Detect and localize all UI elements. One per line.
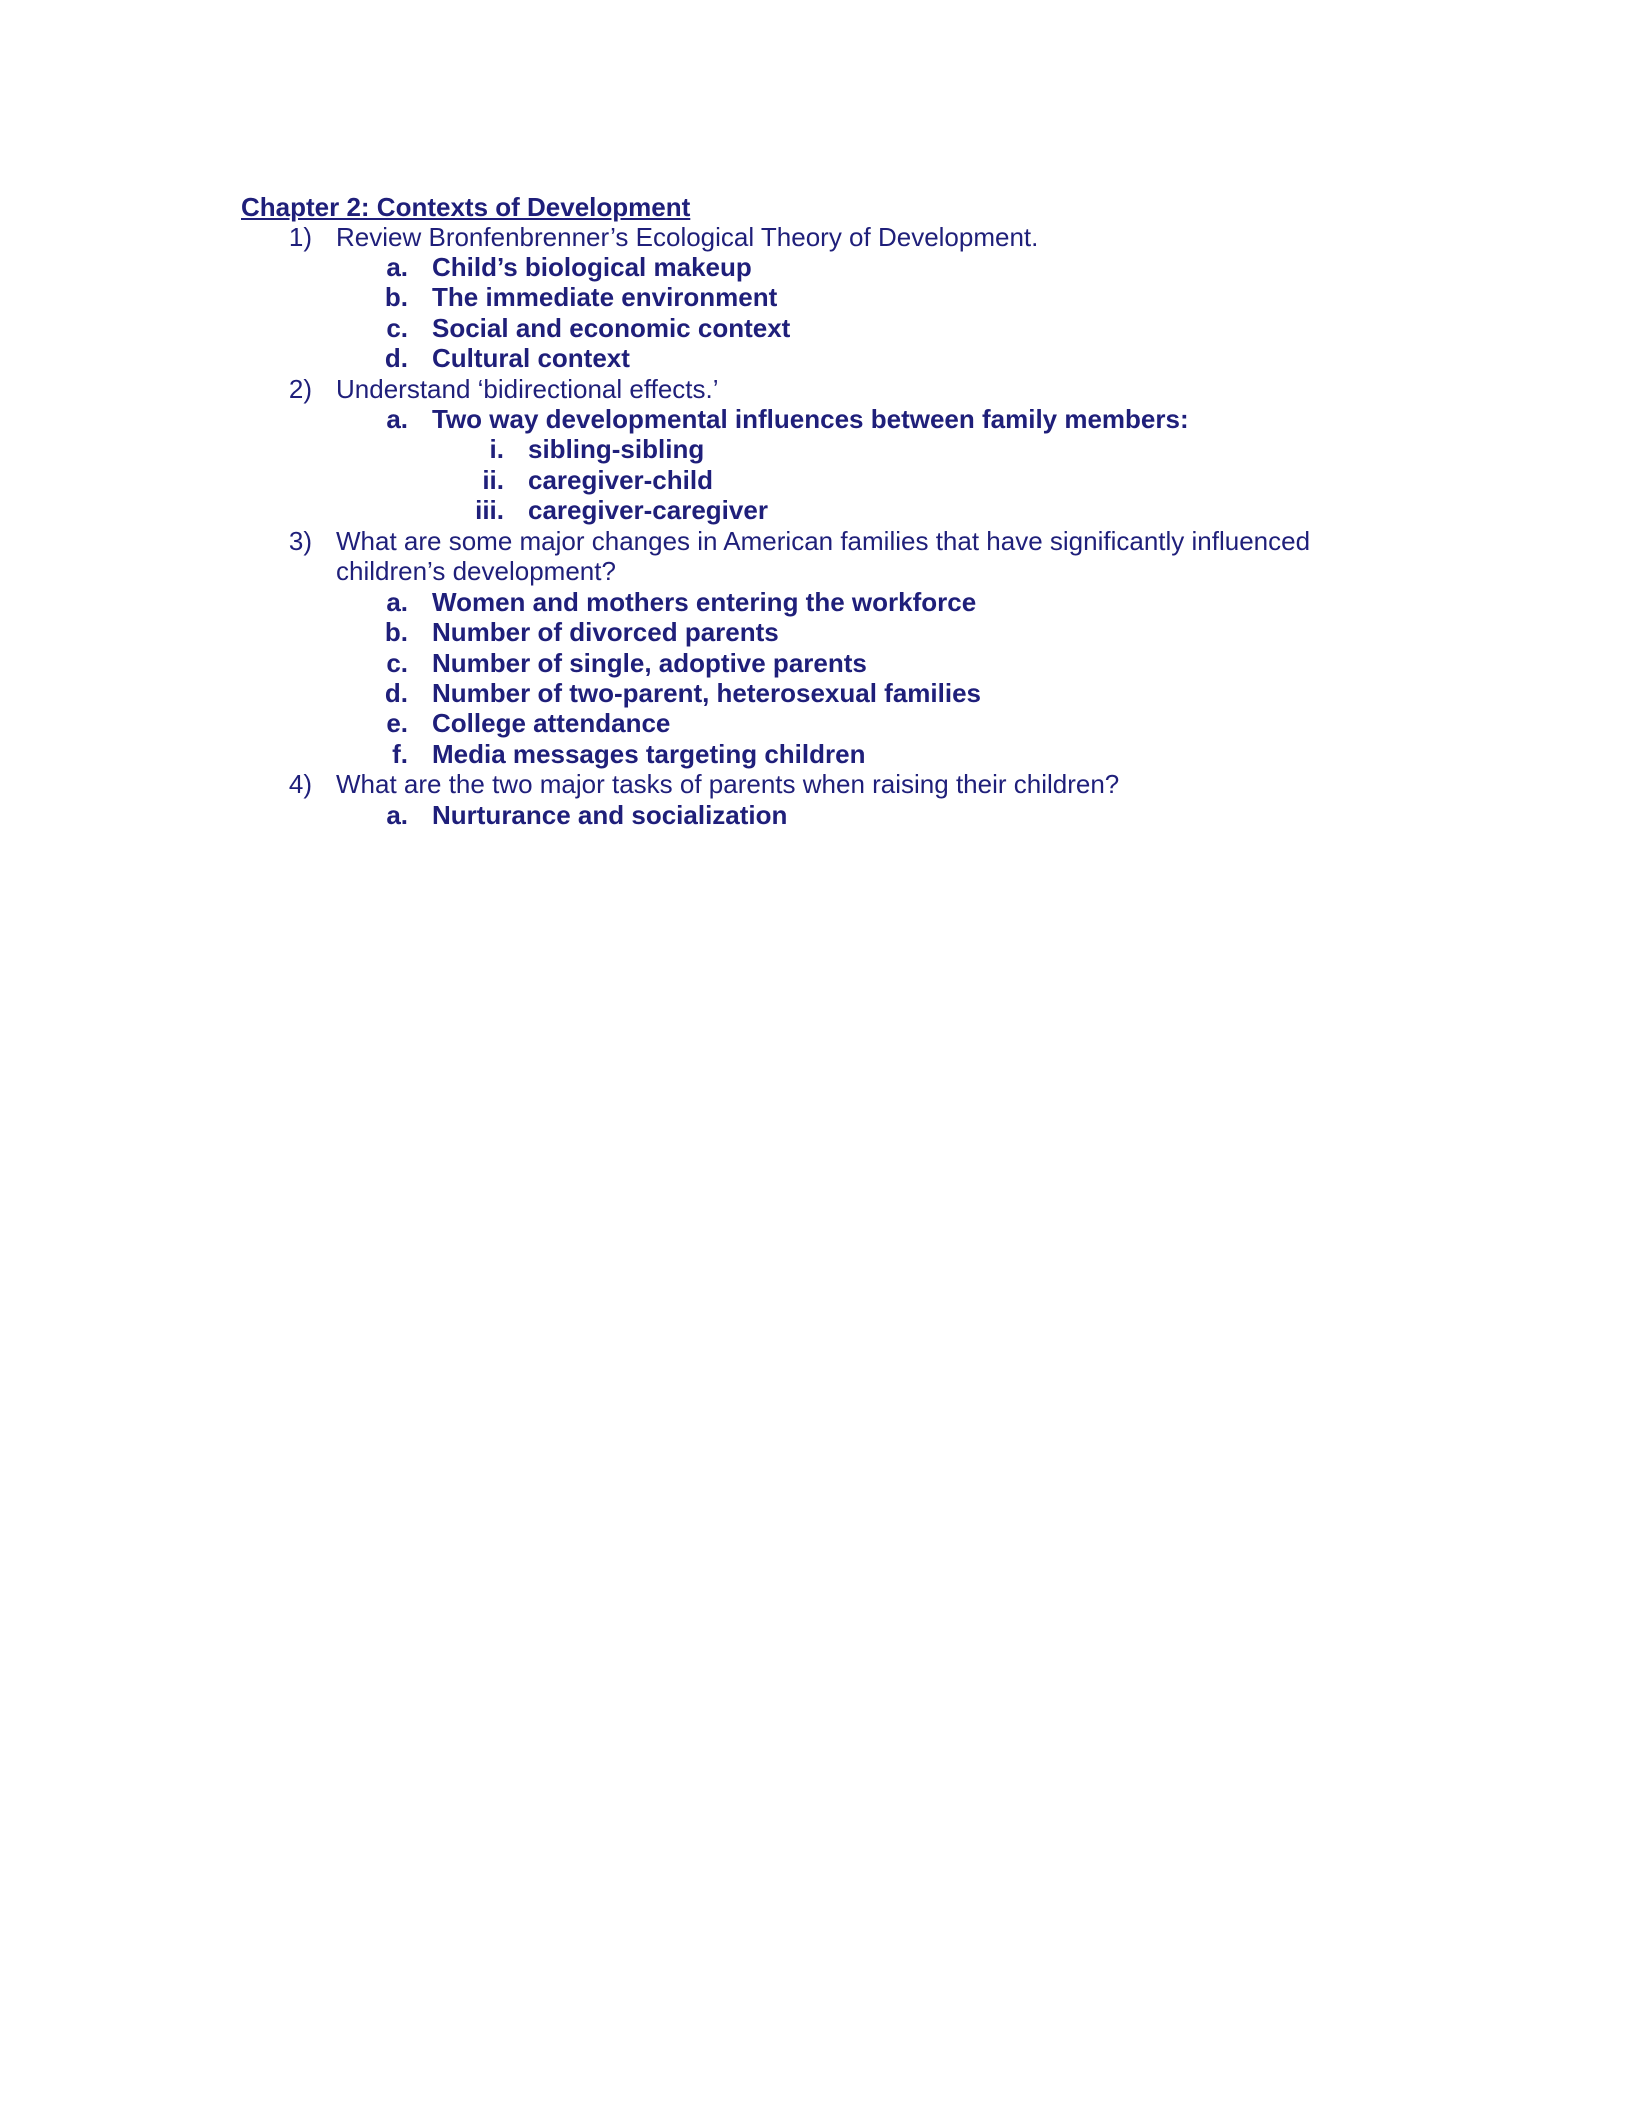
answer-text: Nurturance and socialization	[432, 800, 788, 830]
list-letter: a.	[386, 252, 408, 282]
list-number: 4)	[288, 769, 312, 799]
answer-text: Two way developmental influences between family members:	[432, 404, 1189, 434]
answer-text: Cultural context	[432, 343, 630, 373]
list-roman: ii.	[482, 465, 504, 495]
list-letter: a.	[386, 404, 408, 434]
answer-text: College attendance	[432, 708, 671, 738]
list-roman: i.	[489, 434, 504, 464]
list-letter: c.	[386, 648, 408, 678]
list-number: 2)	[288, 374, 312, 404]
sub-answer-text: caregiver-child	[528, 465, 713, 495]
list-letter: a.	[386, 587, 408, 617]
question-text: children’s development?	[336, 556, 616, 586]
answer-text: Women and mothers entering the workforce	[432, 587, 977, 617]
list-letter: a.	[386, 800, 408, 830]
answer-text: Number of single, adoptive parents	[432, 648, 867, 678]
list-letter: b.	[384, 617, 408, 647]
answer-text: Number of divorced parents	[432, 617, 779, 647]
question-text: What are the two major tasks of parents when raising their children?	[336, 769, 1120, 799]
answer-text: The immediate environment	[432, 282, 778, 312]
answer-text: Child’s biological makeup	[432, 252, 752, 282]
question-text: Understand ‘bidirectional effects.’	[336, 374, 719, 404]
answer-text: Media messages targeting children	[432, 739, 866, 769]
list-letter: b.	[384, 282, 408, 312]
question-text: Review Bronfenbrenner’s Ecological Theory of Development.	[336, 222, 1039, 252]
answer-text: Number of two-parent, heterosexual families	[432, 678, 982, 708]
sub-answer-text: sibling-sibling	[528, 434, 705, 464]
list-letter: d.	[384, 678, 408, 708]
page-title: Chapter 2: Contexts of Development	[241, 192, 691, 222]
list-letter: e.	[386, 708, 408, 738]
answer-text: Social and economic context	[432, 313, 791, 343]
list-letter: f.	[392, 739, 408, 769]
list-number: 1)	[288, 222, 312, 252]
list-roman: iii.	[475, 495, 504, 525]
question-text: What are some major changes in American families that have significantly influenced	[336, 526, 1311, 556]
sub-answer-text: caregiver-caregiver	[528, 495, 768, 525]
list-letter: d.	[384, 343, 408, 373]
list-letter: c.	[386, 313, 408, 343]
list-number: 3)	[288, 526, 312, 556]
